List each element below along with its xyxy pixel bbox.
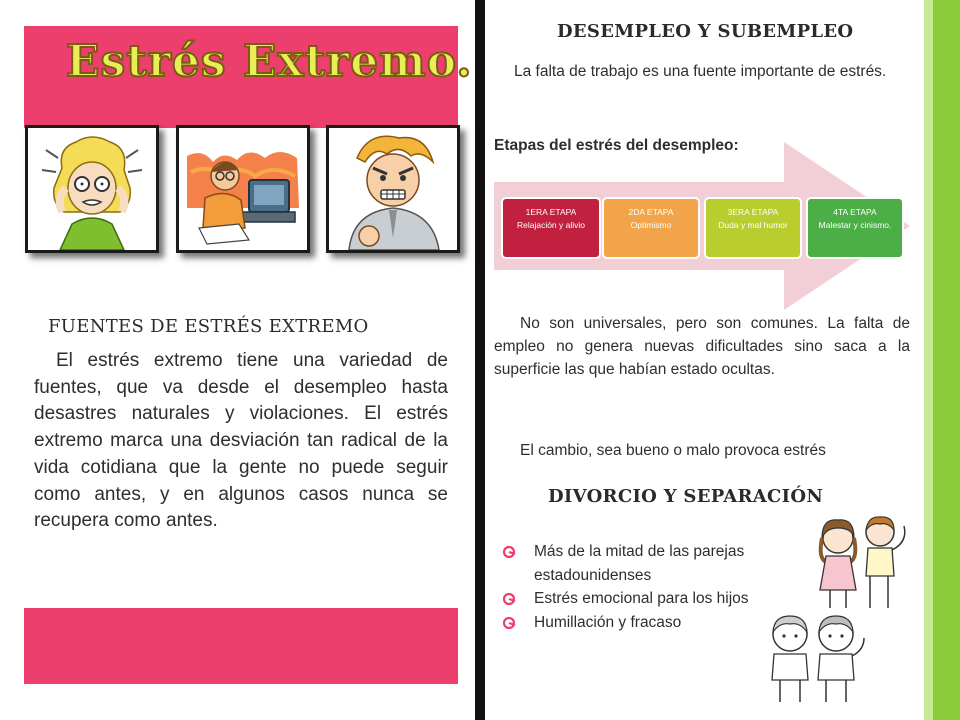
stage-title: 3ERA ETAPA [727,207,779,217]
stage-3 [704,197,802,259]
column-divider [475,0,485,720]
list-item [500,587,820,611]
bullet-icon [502,545,516,559]
list-item-text: Más de la mitad de las parejas estadounidenses [534,543,745,584]
stages-label: Etapas del estrés del desempleo: [494,137,739,154]
stage-text: Duda y mal humor [718,220,788,230]
decorative-stripe-light [924,0,933,720]
list-item-text: Estrés emocional para los hijos [534,590,749,607]
section-heading-fuentes: FUENTES DE ESTRÉS EXTREMO [48,316,369,337]
children-icon [760,610,872,706]
stage-title: 4TA ETAPA [833,207,877,217]
stage-title: 1ERA ETAPA [525,207,577,217]
bullet-icon [502,616,516,630]
footer-banner [24,608,458,684]
stage-title: 2DA ETAPA [628,207,674,217]
stages-diagram [494,142,910,310]
stage-2 [602,197,700,259]
section-heading-desempleo: DESEMPLEO Y SUBEMPLEO [557,21,854,42]
stage-text: Optimismo [630,220,672,230]
bullet-icon [502,592,516,606]
intro-paragraph: La falta de trabajo es una fuente importante de estrés. [514,63,887,80]
stressed-man-at-computer-icon [176,125,310,253]
list-item [500,540,820,587]
paragraph-cambio: El cambio, sea bueno o malo provoca estrés [520,442,826,459]
body-paragraph: El estrés extremo tiene una variedad de fuentes, que va desde el desempleo hasta desastres naturales y violaciones. El estrés extremo marca una desviación tan radical de la vida cotidiana que la gente no puede seguir como antes, y en algunos casos nunca se recupera como antes. [34,350,448,532]
decorative-stripe [933,0,960,720]
stage-4 [806,197,904,259]
body-text-fuentes [34,348,448,535]
section-heading-divorcio: DIVORCIO Y SEPARACIÓN [548,486,824,507]
stage-1 [501,197,601,259]
page-title: Estrés Extremo. [66,36,473,87]
stage-text: Malestar y cinismo. [818,220,892,230]
list-item-text: Humillación y fracaso [534,613,682,631]
stage-text: Relajación y alivio [516,220,586,230]
couple-icon [808,512,916,612]
angry-man-icon [326,125,460,253]
stressed-woman-icon [25,125,159,253]
paragraph-universales: No son universales, pero son comunes. La falta de empleo no genera nuevas dificultades sino saca a la superficie las que habían estado ocultas. [494,315,910,378]
